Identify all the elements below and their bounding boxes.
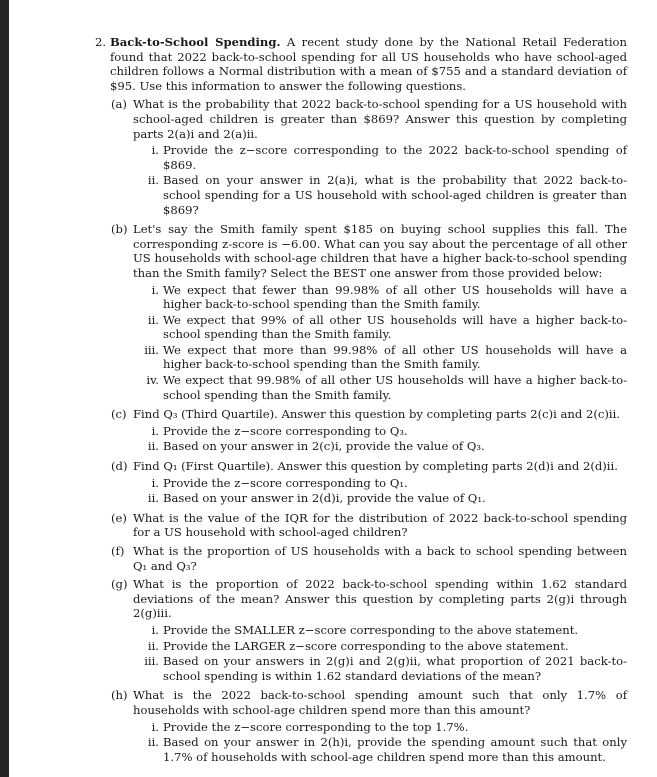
sub-text: Based on your answer in 2(a)i, what is the probability that 2022 back-to-school spending for a US household with school-aged children is greater than $869? <box>163 173 627 217</box>
sub-item <box>139 639 627 654</box>
part-content <box>133 511 627 540</box>
sub-item <box>139 173 627 217</box>
sub-label: i. <box>151 423 159 438</box>
part-label: (g) <box>111 577 128 592</box>
part-text: Find Q₃ (Third Quartile). Answer this question by completing parts 2(c)i and 2(c)ii. <box>133 407 621 422</box>
sub-text: We expect that 99.98% of all other US households will have a higher back-to-school spending than the Smith family. <box>163 373 627 402</box>
sub-text: Provide the z−score corresponding to Q₃. <box>163 423 408 438</box>
part-content <box>133 688 627 765</box>
part-text: What is the proportion of 2022 back-to-school spending within 1.62 standard deviations of the mean? Answer this question by completing parts 2(g)i through 2(g)iii. <box>133 577 627 621</box>
sub-item <box>139 283 627 312</box>
sub-list <box>139 720 627 765</box>
part-label: (b) <box>111 222 128 237</box>
part-label: (e) <box>111 510 127 525</box>
sub-text: Provide the z−score corresponding to the 2022 back-to-school spending of $869. <box>163 143 627 172</box>
part-4 <box>111 511 627 540</box>
part-label: (f) <box>111 544 125 558</box>
sub-item <box>139 720 627 735</box>
part-content <box>133 544 627 573</box>
sub-list <box>139 283 627 403</box>
part-text: What is the probability that 2022 back-to-school spending for a US household with school-aged children is greater than $869? Answer this question by completing parts 2(a)i and 2(a)ii. <box>133 97 627 141</box>
question-number: 2. <box>95 35 107 49</box>
part-text: What is the value of the IQR for the distribution of 2022 back-to-school spending for a US household with school-aged children? <box>133 510 627 540</box>
part-content <box>133 97 627 218</box>
part-2 <box>111 407 627 455</box>
part-content <box>133 577 627 684</box>
sub-text: We expect that 99% of all other US households will have a higher back-to-school spending than the Smith family. <box>163 312 627 342</box>
sub-item <box>139 343 627 372</box>
part-0 <box>111 97 627 218</box>
sub-label: i. <box>151 282 159 297</box>
part-label: (h) <box>111 688 128 703</box>
sub-list <box>139 424 627 454</box>
left-edge-bar <box>0 0 9 777</box>
question-title: Back-to-School Spending. <box>110 35 281 49</box>
sub-label: ii. <box>147 491 159 506</box>
sub-item <box>139 313 627 342</box>
sub-item <box>139 491 627 506</box>
sub-list <box>139 623 627 683</box>
part-label: (a) <box>111 97 127 112</box>
question-parts <box>111 97 627 765</box>
part-content <box>133 407 627 455</box>
sub-item <box>139 654 627 683</box>
sub-list <box>139 476 627 506</box>
sub-item <box>139 476 627 491</box>
sub-item <box>139 623 627 638</box>
part-label: (d) <box>111 459 128 474</box>
part-5 <box>111 544 627 573</box>
part-3 <box>111 459 627 507</box>
sub-text: Provide the z−score corresponding to Q₁. <box>163 475 408 490</box>
sub-item <box>139 439 627 454</box>
sub-text: We expect that fewer than 99.98% of all other US households will have a higher back-to-school spending than the Smith family. <box>163 282 627 312</box>
part-text: Let's say the Smith family spent $185 on buying school supplies this fall. The corresponding z-score is −6.00. What can you say about the percentage of all other US households with school-age children that have a higher back-to-school spending than the Smith family? Select the BEST one answer from those provided below: <box>133 222 627 280</box>
sub-list <box>139 143 627 217</box>
sub-label: ii. <box>147 439 159 454</box>
sub-label: iv. <box>146 373 159 388</box>
sub-label: iii. <box>144 342 159 357</box>
sub-text: Provide the z−score corresponding to the top 1.7%. <box>163 719 469 734</box>
sub-label: iii. <box>144 654 159 669</box>
sub-label: ii. <box>147 173 159 188</box>
question-header <box>95 35 627 93</box>
sub-label: ii. <box>147 312 159 327</box>
part-text: What is the 2022 back-to-school spending amount such that only 1.7% of households with school-age children spend more than this amount? <box>133 688 627 717</box>
sub-item <box>139 373 627 402</box>
part-1 <box>111 222 627 403</box>
sub-item <box>139 735 627 764</box>
part-7 <box>111 688 627 765</box>
document-page <box>95 35 627 769</box>
sub-text: Based on your answer in 2(c)i, provide the value of Q₃. <box>163 439 485 454</box>
part-content <box>133 222 627 403</box>
sub-label: i. <box>151 143 159 158</box>
sub-item <box>139 143 627 172</box>
question-body <box>110 35 627 93</box>
sub-text: We expect that more than 99.98% of all other US households will have a higher back-to-school spending than the Smith family. <box>163 342 627 372</box>
sub-text: Based on your answer in 2(h)i, provide the spending amount such that only 1.7% of households with school-age children spend more than this amount. <box>163 735 627 764</box>
sub-label: ii. <box>147 735 159 750</box>
part-text: What is the proportion of US households with a back to school spending between Q₁ and Q₃? <box>133 544 627 573</box>
sub-item <box>139 424 627 439</box>
part-text: Find Q₁ (First Quartile). Answer this question by completing parts 2(d)i and 2(d)ii. <box>133 459 618 474</box>
part-6 <box>111 577 627 684</box>
part-content <box>133 459 627 507</box>
sub-text: Based on your answer in 2(d)i, provide the value of Q₁. <box>163 491 486 506</box>
sub-label: i. <box>151 622 159 637</box>
question-intro: A recent study done by the National Retail Federation found that 2022 back-to-school spending for all US households who have school-aged children follows a Normal distribution with a mean of $755 and a standard deviation of $95. Use this information to answer the following questions. <box>110 35 627 93</box>
sub-text: Provide the LARGER z−score corresponding to the above statement. <box>163 638 569 653</box>
sub-text: Provide the SMALLER z−score corresponding to the above statement. <box>163 622 579 637</box>
sub-label: i. <box>151 719 159 734</box>
sub-label: i. <box>151 475 159 490</box>
sub-text: Based on your answers in 2(g)i and 2(g)ii, what proportion of 2021 back-to-school spending is within 1.62 standard deviations of the mean? <box>163 654 627 683</box>
sub-label: ii. <box>147 638 159 653</box>
part-label: (c) <box>111 407 127 422</box>
